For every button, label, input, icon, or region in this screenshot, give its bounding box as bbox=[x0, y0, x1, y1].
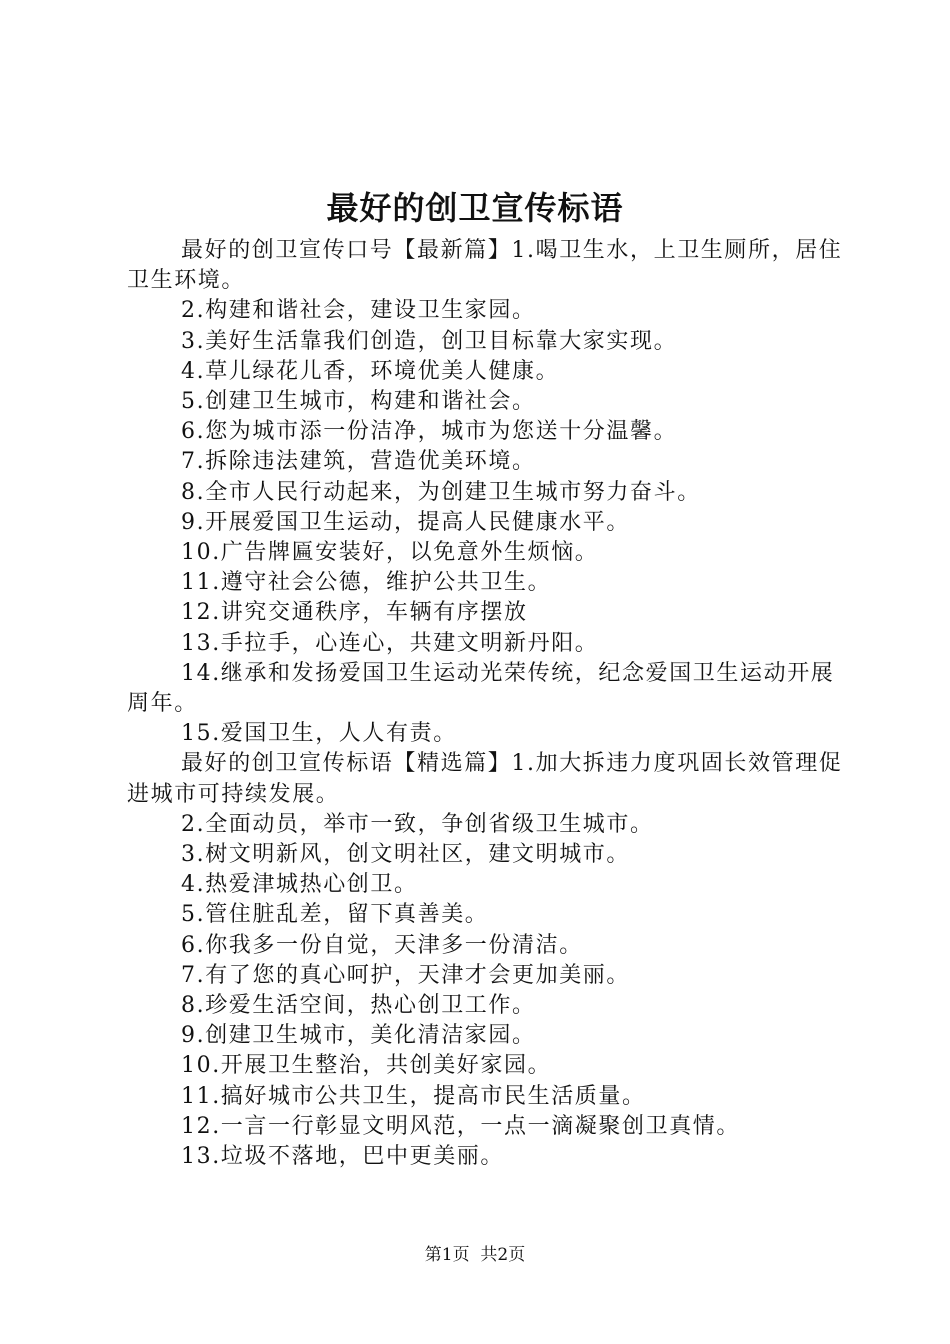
paragraph: 9.开展爱国卫生运动，提高人民健康水平。 bbox=[181, 509, 630, 535]
paragraph: 12.讲究交通秩序，车辆有序摆放 bbox=[181, 600, 528, 626]
paragraph: 11.搞好城市公共卫生，提高市民生活质量。 bbox=[181, 1083, 646, 1109]
paragraph: 13.手拉手，心连心，共建文明新丹阳。 bbox=[181, 630, 599, 656]
paragraph: 4.热爱津城热心创卫。 bbox=[181, 872, 418, 898]
page-number: 第1页 bbox=[424, 1245, 470, 1265]
paragraph: 10.开展卫生整治，共创美好家园。 bbox=[181, 1053, 552, 1079]
paragraph: 9.创建卫生城市，美化清洁家园。 bbox=[181, 1023, 536, 1049]
paragraph: 13.垃圾不落地，巴中更美丽。 bbox=[181, 1144, 504, 1170]
paragraph: 3.树文明新风，创文明社区，建文明城市。 bbox=[181, 842, 630, 868]
paragraph: 8.全市人民行动起来，为创建卫生城市努力奋斗。 bbox=[181, 479, 701, 505]
paragraph: 3.美好生活靠我们创造，创卫目标靠大家实现。 bbox=[181, 328, 678, 354]
paragraph: 14.继承和发扬爱国卫生运动光荣传统，纪念爱国卫生运动开展周年。 bbox=[127, 660, 835, 717]
document-title: 最好的创卫宣传标语 bbox=[326, 189, 624, 227]
paragraph: 10.广告牌匾安装好，以免意外生烦恼。 bbox=[181, 540, 599, 566]
paragraph: 11.遵守社会公德，维护公共卫生。 bbox=[181, 570, 552, 596]
paragraph: 最好的创卫宣传口号【最新篇】1.喝卫生水，上卫生厕所，居住卫生环境。 bbox=[127, 238, 843, 294]
document-body bbox=[127, 236, 847, 1172]
paragraph: 5.创建卫生城市，构建和谐社会。 bbox=[181, 389, 536, 415]
paragraph: 15.爱国卫生，人人有责。 bbox=[181, 721, 457, 747]
paragraph: 5.管住脏乱差，留下真善美。 bbox=[181, 902, 489, 928]
paragraph: 6.你我多一份自觉，天津多一份清洁。 bbox=[181, 932, 583, 958]
footer-separator bbox=[470, 1245, 481, 1265]
paragraph: 2.构建和谐社会，建设卫生家园。 bbox=[181, 298, 536, 324]
paragraph: 6.您为城市添一份洁净，城市为您送十分温馨。 bbox=[181, 419, 678, 445]
page-footer bbox=[0, 1243, 950, 1267]
paragraph: 12.一言一行彰显文明风范，一点一滴凝聚创卫真情。 bbox=[181, 1113, 740, 1139]
paragraph: 7.有了您的真心呵护，天津才会更加美丽。 bbox=[181, 962, 630, 988]
page-total: 共2页 bbox=[480, 1245, 526, 1265]
paragraph: 8.珍爱生活空间，热心创卫工作。 bbox=[181, 993, 536, 1019]
paragraph: 4.草儿绿花儿香，环境优美人健康。 bbox=[181, 358, 560, 384]
paragraph: 最好的创卫宣传标语【精选篇】1.加大拆违力度巩固长效管理促进城市可持续发展。 bbox=[127, 751, 843, 807]
paragraph: 7.拆除违法建筑，营造优美环境。 bbox=[181, 449, 536, 475]
paragraph: 2.全面动员，举市一致，争创省级卫生城市。 bbox=[181, 811, 654, 837]
